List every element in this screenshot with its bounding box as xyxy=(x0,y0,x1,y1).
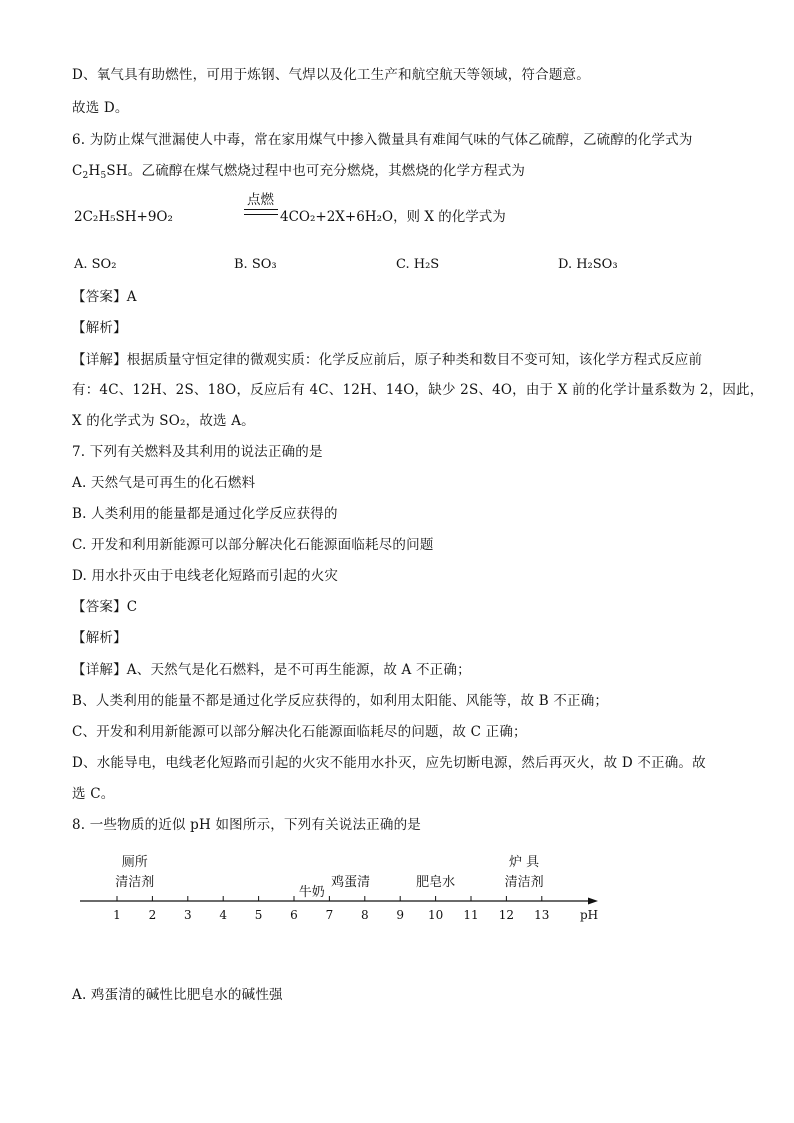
option-d: D. H₂SO₃ xyxy=(558,257,618,272)
analysis-6-text: 【详解】根据质量守恒定律的微观实质：化学反应前后，原子种类和数目不变可知，该化学方程式反应前 xyxy=(72,352,703,368)
analysis-7-text: 选 C。 xyxy=(72,786,115,802)
tick-label: 6 xyxy=(290,908,298,922)
option-c: C. H₂S xyxy=(396,257,440,272)
substance-label: 清洁剂 xyxy=(115,875,155,890)
tick-label: 13 xyxy=(534,908,550,922)
substance-label: 炉 具 xyxy=(509,855,540,870)
tick-label: 4 xyxy=(219,908,228,922)
tick-label: 8 xyxy=(360,908,369,922)
question-8-stem: 8. 一些物质的近似 pH 如图所示，下列有关说法正确的是 xyxy=(72,817,421,833)
option-a: A. SO₂ xyxy=(74,257,117,272)
tick-label: 7 xyxy=(325,908,334,922)
ph-number-line xyxy=(80,848,640,928)
question-7-option-c: C. 开发和利用新能源可以部分解决化石能源面临耗尽的问题 xyxy=(72,537,434,553)
question-8-option-a: A. 鸡蛋清的碱性比肥皂水的碱性强 xyxy=(72,987,283,1003)
tick-label: 12 xyxy=(498,908,515,922)
text-line: 故选 D。 xyxy=(72,100,129,116)
axis-label: pH xyxy=(580,908,599,922)
tick-label: 11 xyxy=(463,908,479,922)
analysis-6-text: 有：4C、12H、2S、18O，反应后有 4C、12H、14O，缺少 2S、4O，由于 X 前的化学计量系数为 2，因此， xyxy=(72,382,764,398)
equation-left: 2C₂H₅SH+9O₂ xyxy=(74,209,173,225)
substance-label: 牛奶 xyxy=(298,885,325,900)
question-7-option-d: D. 用水扑灭由于电线老化短路而引起的火灾 xyxy=(72,568,339,584)
substance-label: 肥皂水 xyxy=(416,875,456,890)
analysis-7-heading: 【解析】 xyxy=(72,630,127,646)
substance-label: 清洁剂 xyxy=(504,875,544,890)
reaction-condition: 点燃 xyxy=(247,192,274,208)
equation-right: 4CO₂+2X+6H₂O，则 X 的化学式为 xyxy=(280,209,506,225)
question-7-option-a: A. 天然气是可再生的化石燃料 xyxy=(72,475,256,491)
analysis-7-text: B、人类利用的能量不都是通过化学反应获得的，如利用太阳能、风能等，故 B 不正确； xyxy=(72,693,609,709)
substance-label: 鸡蛋清 xyxy=(331,875,371,890)
question-7-stem: 7. 下列有关燃料及其利用的说法正确的是 xyxy=(72,444,323,460)
tick-label: 2 xyxy=(148,908,157,922)
text-line: D、氧气具有助燃性，可用于炼钢、气焊以及化工生产和航空航天等领域，符合题意。 xyxy=(72,67,590,83)
tick-label: 3 xyxy=(183,908,192,922)
answer-7: 【答案】C xyxy=(72,599,138,615)
tick-label: 5 xyxy=(254,908,263,922)
question-6-stem: 6. 为防止煤气泄漏使人中毒，常在家用煤气中掺入微量具有难闻气味的气体乙硫醇，乙硫醇的化学式为 xyxy=(72,132,693,148)
answer-6: 【答案】A xyxy=(72,289,137,305)
analysis-6-heading: 【解析】 xyxy=(72,320,127,336)
analysis-7-text: C、开发和利用新能源可以部分解决化石能源面临耗尽的问题，故 C 正确； xyxy=(72,724,527,740)
substance-label: 厕所 xyxy=(121,855,148,870)
tick-label: 10 xyxy=(427,908,444,922)
analysis-6-text: X 的化学式为 SO₂，故选 A。 xyxy=(72,413,255,429)
analysis-7-text: 【详解】A、天然气是化石燃料，是不可再生能源，故 A 不正确； xyxy=(72,662,471,678)
tick-label: 9 xyxy=(396,908,405,922)
option-b: B. SO₃ xyxy=(234,257,277,272)
tick-label: 1 xyxy=(113,908,121,922)
equals-sign xyxy=(244,209,278,215)
question-6-stem-2: $C_2H_5SH$。乙硫醇在煤气燃烧过程中也可充分燃烧，其燃烧的化学方程式为 xyxy=(72,163,526,181)
chemical-equation xyxy=(74,192,506,232)
analysis-7-text: D、水能导电，电线老化短路而引起的火灾不能用水扑灭，应先切断电源，然后再灭火，故 D 不正确。故 xyxy=(72,755,706,771)
arrow-head-icon xyxy=(588,898,598,905)
question-7-option-b: B. 人类利用的能量都是通过化学反应获得的 xyxy=(72,506,338,522)
